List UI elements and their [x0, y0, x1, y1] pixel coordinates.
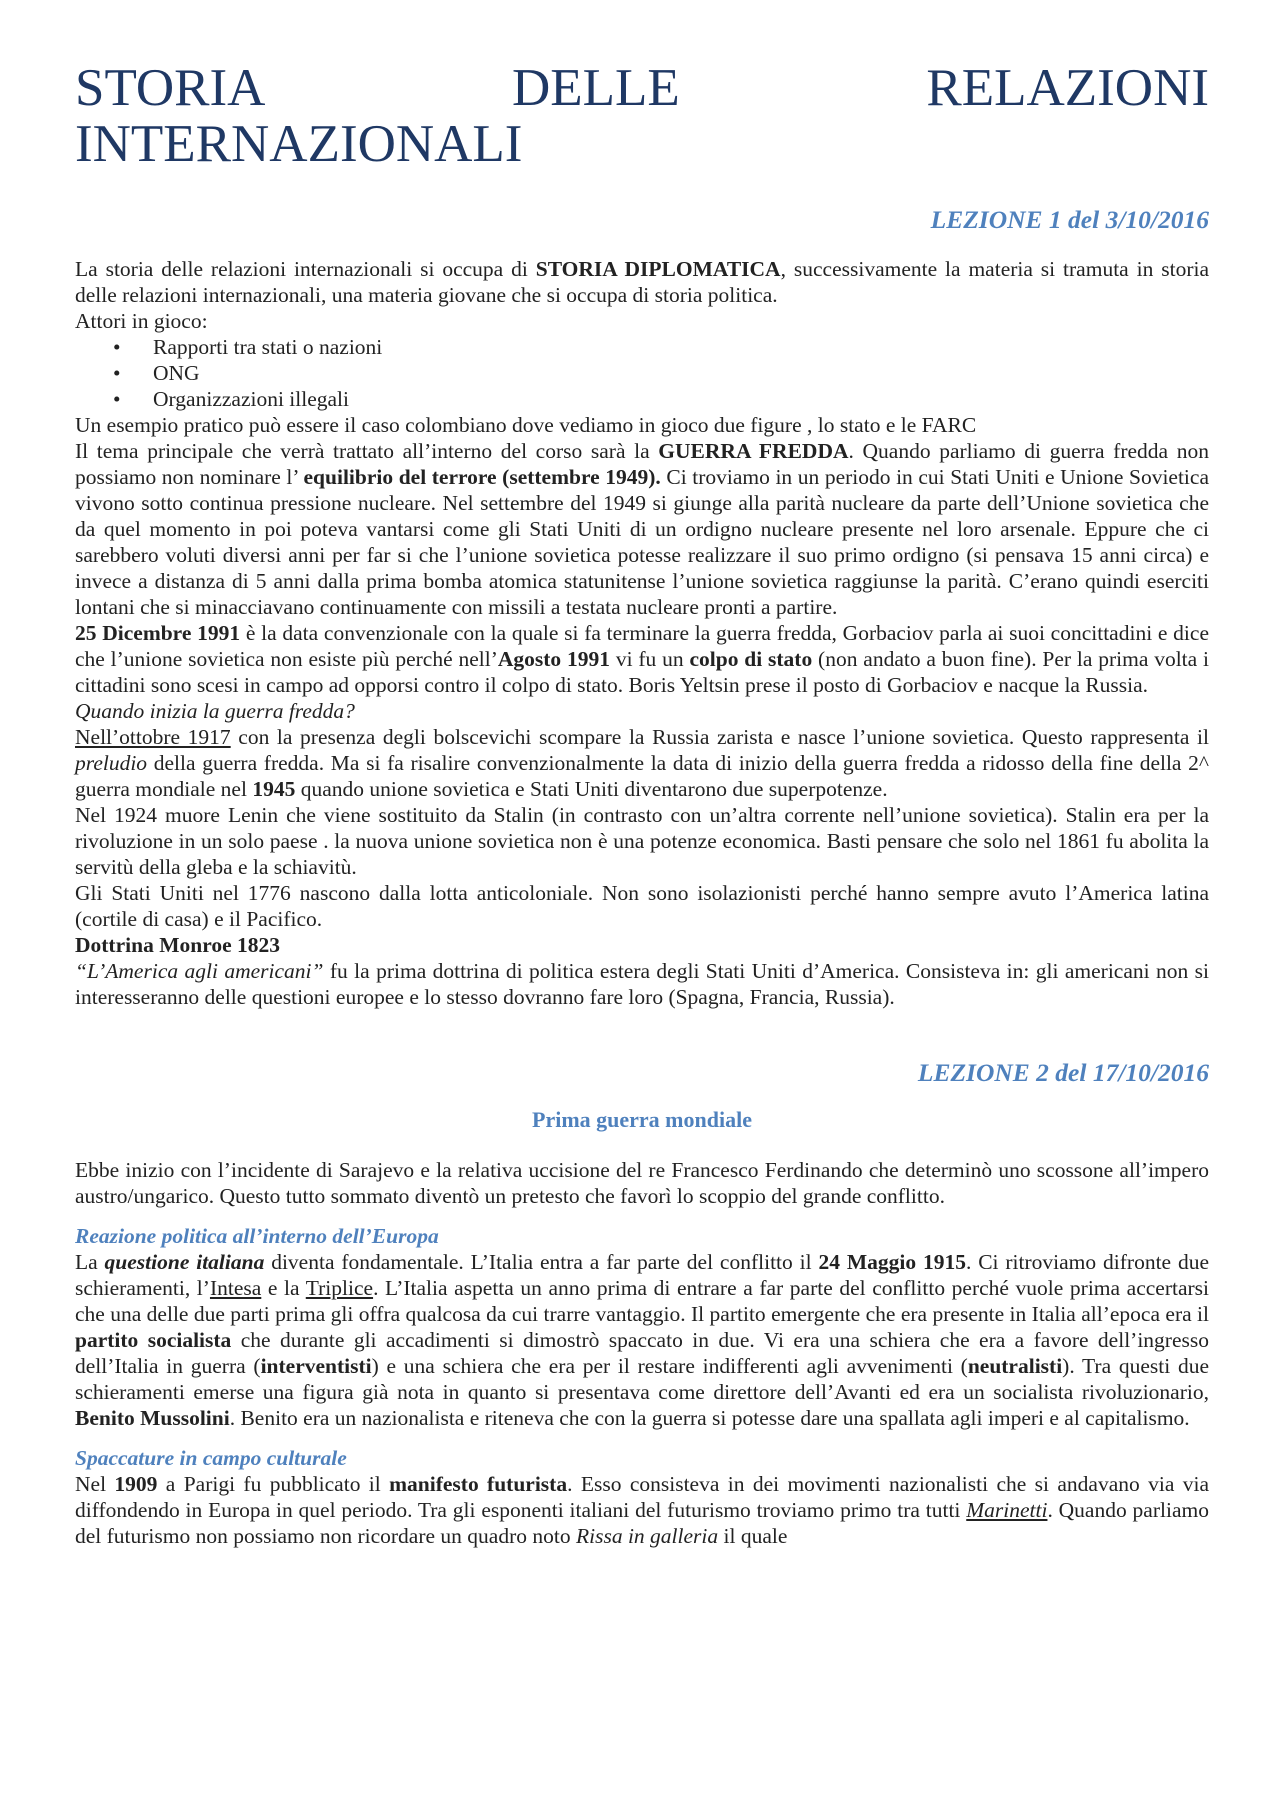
- subsection-heading: Reazione politica all’interno dell’Europa: [75, 1224, 439, 1248]
- monroe-heading: Dottrina Monroe 1823: [75, 933, 281, 957]
- paragraph: Gli Stati Uniti nel 1776 nascono dalla lotta anticoloniale. Non sono isolazionisti perché hanno sempre avuto l’America latina (cortile di casa) e il Pacifico.: [75, 881, 1209, 931]
- paragraph: Nel 1924 muore Lenin che viene sostituito da Stalin (in contrasto con un’altra corrente nell’unione sovietica). Stalin era per la rivoluzione in un solo paese . la nuova unione sovietica non è una potenze economica. Basti pensare che solo nel 1861 fu abolita la servitù della gleba e la schiavitù.: [75, 803, 1209, 879]
- paragraph: Un esempio pratico può essere il caso colombiano dove vediamo in gioco due figure , lo stato e le FARC: [75, 413, 977, 437]
- subsection-heading: Spaccature in campo culturale: [75, 1446, 347, 1470]
- page-title: [75, 60, 1209, 172]
- paragraph: 25 Dicembre 1991 è la data convenzionale con la quale si fa terminare la guerra fredda, Gorbaciov parla ai suoi concittadini e dice che l’unione sovietica non esiste più perché nell’Agosto 1991 vi fu un colpo di stato (non andato a buon fine). Per la prima volta i cittadini sono scesi in campo ad opporsi contro il colpo di stato. Boris Yeltsin prese il posto di Gorbaciov e nacque la Russia.: [75, 621, 1210, 697]
- paragraph: Nel 1909 a Parigi fu pubblicato il manifesto futurista. Esso consisteva in dei movimenti nazionalisti che si andavano via via diffondendo in Europa in quel periodo. Tra gli esponenti italiani del futurismo troviamo primo tra tutti Marinetti. Quando parliamo del futurismo non possiamo non ricordare un quadro noto Rissa in galleria il quale: [75, 1472, 1209, 1548]
- question: Quando inizia la guerra fredda?: [75, 699, 355, 723]
- title-word: STORIA: [75, 59, 266, 117]
- list-item: • Rapporti tra stati o nazioni: [113, 335, 383, 359]
- paragraph: Il tema principale che verrà trattato all’interno del corso sarà la GUERRA FREDDA. Quando parliamo di guerra fredda non possiamo non nominare l’ equilibrio del terrore (settembre 1949). Ci troviamo in un periodo in cui Stati Uniti e Unione Sovietica vivono sotto continua pressione nucleare. Nel settembre del 1949 si giunge alla parità nucleare da parte dell’Unione sovietica che da quel momento in poi poteva vantarsi come gli Stati Uniti di un ordigno nucleare presente nel loro arsenale. Eppure che ci sarebbero voluti diversi anni per far si che l’unione sovietica potesse realizzare il suo primo ordigno (si pensava 15 anni circa) e invece a distanza di 5 anni dalla prima bomba atomica statunitense l’unione sovietica raggiunse la parità. C’erano quindi eserciti lontani che si minacciavano continuamente con missili a testata nucleare pronti a partire.: [75, 439, 1209, 619]
- lesson-2-heading: LEZIONE 2 del 17/10/2016: [917, 1058, 1209, 1087]
- lesson-1-heading: LEZIONE 1 del 3/10/2016: [930, 205, 1209, 234]
- paragraph: Nell’ottobre 1917 con la presenza degli bolscevichi scompare la Russia zarista e nasce l’unione sovietica. Questo rappresenta il preludio della guerra fredda. Ma si fa risalire convenzionalmente la data di inizio della guerra fredda a ridosso della fine della 2^ guerra mondiale nel 1945 quando unione sovietica e Stati Uniti diventarono due superpotenze.: [75, 725, 1209, 801]
- list-item: • Organizzazioni illegali: [113, 387, 350, 411]
- list-item: • ONG: [113, 361, 200, 385]
- paragraph: “L’America agli americani” fu la prima dottrina di politica estera degli Stati Uniti d’America. Consisteva in: gli americani non si interesseranno delle questioni europee e lo stesso dovranno fare loro (Spagna, Francia, Russia).: [75, 959, 1209, 1009]
- document-page: [75, 60, 1209, 1549]
- paragraph: La storia delle relazioni internazionali si occupa di STORIA DIPLOMATICA, successivamente la materia si tramuta in storia delle relazioni internazionali, una materia giovane che si occupa di storia politica.: [75, 257, 1209, 307]
- section-subtitle: Prima guerra mondiale: [532, 1107, 752, 1132]
- title-word: INTERNAZIONALI: [75, 115, 523, 173]
- actors-list: [75, 334, 1209, 412]
- actors-label: Attori in gioco:: [75, 309, 208, 333]
- paragraph: Ebbe inizio con l’incidente di Sarajevo e la relativa uccisione del re Francesco Ferdinando che determinò uno scossone all’impero austro/ungarico. Questo tutto sommato diventò un pretesto che favorì lo scoppio del grande conflitto.: [75, 1158, 1209, 1208]
- title-word: RELAZIONI: [926, 59, 1209, 117]
- title-word: DELLE: [512, 59, 680, 117]
- paragraph: La questione italiana diventa fondamentale. L’Italia entra a far parte del conflitto il 24 Maggio 1915. Ci ritroviamo difronte due schieramenti, l’Intesa e la Triplice. L’Italia aspetta un anno prima di entrare a far parte del conflitto perché vuole prima accertarsi che una delle due parti prima gli offra qualcosa da cui trarre vantaggio. Il partito emergente che era presente in Italia all’epoca era il partito socialista che durante gli accadimenti si dimostrò spaccato in due. Vi era una schiera che era a favore dell’ingresso dell’Italia in guerra (interventisti) e una schiera che era per il restare indifferenti agli avvenimenti (neutralisti). Tra questi due schieramenti emerse una figura già nota in quanto si presentava come direttore dell’Avanti ed era un socialista rivoluzionario, Benito Mussolini. Benito era un nazionalista e riteneva che con la guerra si potesse dare una spallata agli imperi e al capitalismo.: [75, 1250, 1209, 1430]
